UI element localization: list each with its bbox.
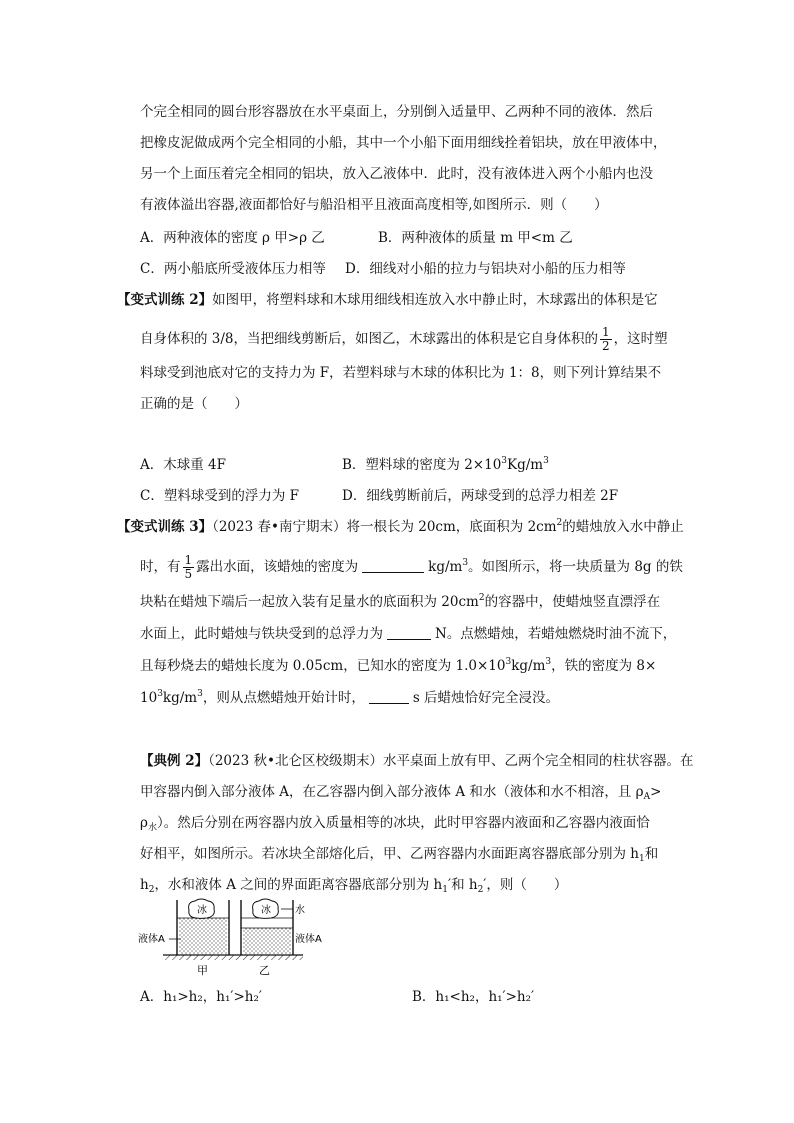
fraction-one-fifth: $\frac{1}{5}$ [184, 553, 193, 581]
p3-tag: 【变式训练 3】 [117, 519, 213, 535]
p1-line2: 把橡皮泥做成两个完全相同的小船，其中一个小船下面用细线拴着铝块，放在甲液体中， [140, 135, 667, 151]
p2-option-c: C．塑料球受到的浮力为 F [140, 488, 299, 504]
p1-option-d: D．细线对小船的拉力与铝块对小船的压力相等 [345, 261, 626, 277]
p2-line3: 料球受到池底对它的支持力为 F，若塑料球与木球的体积比为 1：8，则下列计算结果不 [140, 365, 662, 381]
p2-option-d: D．细线剪断前后，两球受到的总浮力相差 2F [342, 488, 619, 504]
label-liquid-a-left: 液体A [138, 934, 165, 945]
containers-figure [135, 898, 345, 980]
p2-line4: 正确的是（ ） [140, 396, 248, 412]
answer-blank-time[interactable] [369, 691, 409, 704]
p4-line3: $\rho_水$）。然后分别在两容器内放入质量相等的冰块，此时甲容器内液面和乙容器内液面恰 [140, 815, 650, 833]
p1-line1: 个完全相同的圆台形容器放在水平桌面上，分别倒入适量甲、乙两种不同的液体．然后 [140, 104, 653, 120]
p1-option-c: C．两小船底所受液体压力相等 [140, 261, 326, 277]
p4-tag: 【典例 2】 [140, 753, 209, 769]
p1-option-a: A．两种液体的密度 ρ 甲>ρ 乙 [140, 230, 325, 246]
p2-line1: 【变式训练 2】如图甲，将塑料球和木球用细线相连放入水中静止时，木球露出的体积是它 [117, 292, 658, 308]
p1-line3: 另一个上面压着完全相同的铝块，放入乙液体中．此时，没有液体进入两个小船内也没 [140, 166, 653, 182]
label-jia: 甲 [197, 964, 208, 977]
label-water: 水 [295, 905, 305, 916]
p3-line2: 时，有 $\frac{1}{5}$ 露出水面，该蜡烛的密度为 $kg/m^3$。如图所示，将一块质量为 8g 的铁 [140, 553, 683, 581]
p2-tag: 【变式训练 2】 [117, 292, 213, 308]
p3-line4: 水面上，此时蜡烛与铁块受到的总浮力为 N。点燃蜡烛，若蜡烛燃烧时油不流下， [140, 626, 677, 642]
table-hatch [163, 955, 303, 960]
p4-line2: 甲容器内倒入部分液体 A，在乙容器内倒入部分液体 A 和水（液体和水不相溶，且 $\rho_A>$ [140, 784, 662, 802]
p3-line6: $10^3kg/m^3$，则从点燃蜡烛开始计时， s 后蜡烛恰好完全浸没。 [140, 689, 560, 706]
p4-line4: 好相平，如图所示。若冰块全部熔化后，甲、乙两容器内水面距离容器底部分别为 $h_1$和 [140, 846, 659, 864]
label-ice-left: 冰 [197, 905, 207, 916]
p3-line1: 【变式训练 3】（2023 春•南宁期末）将一根长为 20cm，底面积为 $2cm^2$的蜡烛放入水中静止 [117, 518, 684, 535]
label-liquid-a-right: 液体A [295, 934, 322, 945]
p4-line1: 【典例 2】（2023 秋•北仑区校级期末）水平桌面上放有甲、乙两个完全相同的柱状容器。在 [140, 753, 694, 769]
label-yi: 乙 [259, 964, 270, 977]
p3-line5: 且每秒烧去的蜡烛长度为 0.05cm，已知水的密度为 $1.0\times 10^3kg/m^3$，铁的密度为 8× [140, 657, 657, 674]
fraction-one-half: $\frac{1}{2}$ [602, 325, 610, 353]
p4-option-a: A．h₁>h₂，h₁′>h₂′ [140, 989, 262, 1005]
p1-line4: 有液体溢出容器,液面都恰好与船沿相平且液面高度相等,如图所示．则（ ） [140, 197, 608, 213]
p1-option-b: B．两种液体的质量 m 甲<m 乙 [378, 230, 573, 246]
p2-option-a: A．木球重 4F [140, 457, 226, 473]
p4-option-b: B．h₁<h₂，h₁′>h₂′ [412, 989, 535, 1005]
p2-option-b: B．塑料球的密度为 $2\times 10^3Kg/m^3$ [342, 456, 549, 473]
p4-line5: $h_2$，水和液体 A 之间的界面距离容器底部分别为 $h_1'$和 $h_2'$，则（ ） [140, 877, 568, 895]
answer-blank-density[interactable] [362, 560, 424, 573]
answer-blank-buoyancy[interactable] [387, 627, 431, 640]
p2-line2: 自身体积的 3/8，当把细线剪断后，如图乙，木球露出的体积是它自身体积的 $\frac{1}{2}$ ，这时塑 [140, 325, 668, 353]
p3-line3: 块粘在蜡烛下端后一起放入装有足量水的底面积为 $20cm^2$的容器中，使蜡烛竖直漂浮在 [140, 593, 661, 610]
label-ice-right: 冰 [261, 905, 271, 916]
